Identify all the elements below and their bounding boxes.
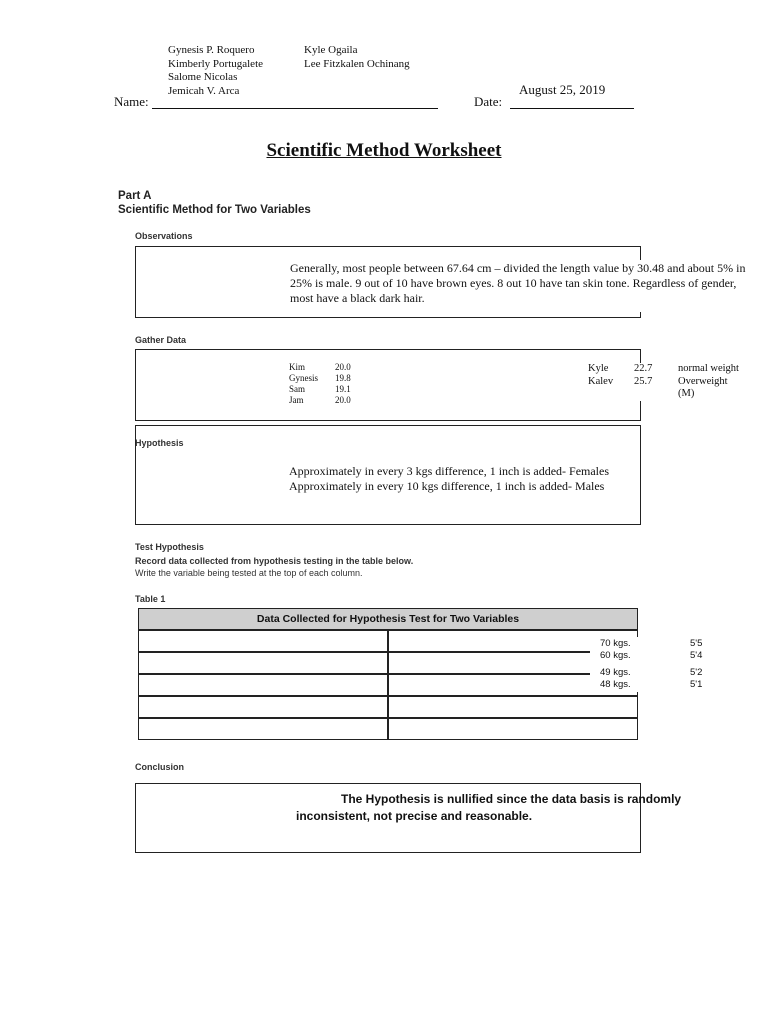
test-hypothesis-label: Test Hypothesis — [135, 542, 204, 552]
table-cell[interactable] — [138, 652, 388, 674]
table-row: 48 kgs. 5'1 — [600, 679, 703, 690]
observations-text: Generally, most people between 67.64 cm – divided the length value by 30.48 and about 5% in 25% is male. 9 out of 10 have brown eyes. 8 out 10 have tan skin tone. Regardless of gender, most have a black dark hair. — [282, 260, 758, 312]
part-subheading: Scientific Method for Two Variables — [118, 204, 311, 216]
gather-left-list — [289, 362, 351, 406]
list-item: Kyle 22.7 normal weight — [588, 363, 739, 374]
conclusion-line2: inconsistent, not precise and reasonable. — [296, 809, 533, 823]
group-members-col2 — [304, 44, 410, 71]
test-instruction-bold: Record data collected from hypothesis testing in the table below. — [135, 556, 414, 566]
hypothesis-text — [289, 464, 609, 494]
hypothesis-label: Hypothesis — [135, 438, 184, 448]
table-cell[interactable] — [138, 674, 388, 696]
observations-label: Observations — [135, 231, 193, 241]
date-label: Date: — [474, 94, 503, 109]
list-item: Gynesis 19.8 — [289, 373, 351, 383]
conclusion-label: Conclusion — [135, 762, 184, 772]
table-label: Table 1 — [135, 594, 166, 604]
hypothesis-line: Approximately in every 10 kgs difference, 1 inch is added- Males — [289, 479, 605, 493]
name-label: Name: — [114, 94, 149, 109]
group-members-col1 — [168, 44, 263, 98]
list-item: Kim 20.0 — [289, 362, 351, 372]
list-item: Sam 19.1 — [289, 384, 351, 394]
member-name: Kimberly Portugalete — [168, 57, 264, 70]
hypothesis-line: Approximately in every 3 kgs difference, 1 inch is added- Females — [289, 464, 610, 478]
member-name: Salome Nicolas — [168, 71, 238, 83]
conclusion-line1: The Hypothesis is nullified since the data basis is randomly — [341, 792, 682, 806]
member-name: Jemicah V. Arca — [168, 84, 240, 97]
table-cell[interactable] — [138, 630, 388, 652]
table-cell[interactable] — [138, 718, 388, 740]
table-values — [590, 637, 740, 692]
date-line — [510, 107, 634, 109]
table-title: Data Collected for Hypothesis Test for Two Variables — [138, 608, 638, 630]
test-instruction: Write the variable being tested at the top of each column. — [135, 568, 363, 578]
gather-right-list — [588, 363, 763, 401]
table-row: 60 kgs. 5'4 — [600, 650, 703, 661]
list-item: (M) — [678, 388, 695, 399]
list-item: Kalev 25.7 Overweight — [588, 375, 728, 387]
table-row: 49 kgs. 5'2 — [600, 667, 703, 678]
member-name: Gynesis P. Roquero — [168, 44, 255, 56]
table-cell[interactable] — [388, 696, 638, 718]
member-name: Lee Fitzkalen Ochinang — [304, 57, 410, 70]
part-heading: Part A — [118, 190, 152, 202]
gather-data-label: Gather Data — [135, 335, 187, 345]
page-title: Scientific Method Worksheet — [266, 140, 502, 161]
table-row: 70 kgs. 5'5 — [600, 638, 703, 649]
table-cell[interactable] — [388, 718, 638, 740]
list-item: Jam 20.0 — [289, 395, 351, 405]
table-cell[interactable] — [138, 696, 388, 718]
date-value: August 25, 2019 — [519, 82, 606, 97]
name-line — [152, 107, 438, 109]
member-name: Kyle Ogaila — [304, 44, 358, 56]
gather-data-box — [135, 349, 641, 421]
